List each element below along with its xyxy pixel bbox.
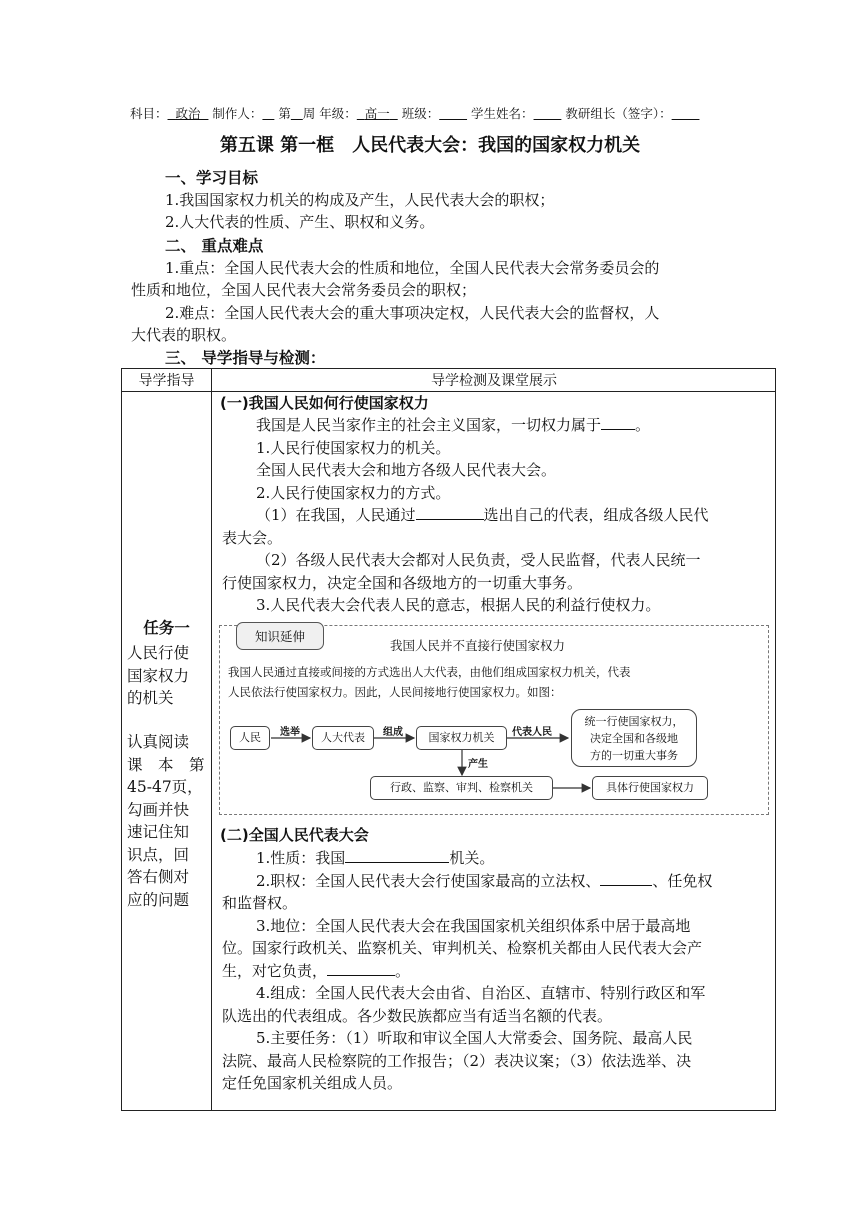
- class-label: 班级：: [401, 106, 440, 121]
- node-people: 人民: [230, 726, 270, 750]
- subject-label: 科目：: [130, 106, 168, 121]
- part1-item2b-l2: 行使国家权力，决定全国和各级地方的一切重大事务。: [222, 574, 583, 592]
- extension-text-line: 我国人民通过直接或间接的方式选出人大代表，由他们组成国家权力机关，代表: [228, 665, 631, 679]
- answer-blank[interactable]: [600, 871, 652, 886]
- subject-value: 政治: [175, 106, 201, 121]
- task-name-line: 的机关: [127, 689, 174, 707]
- leader-label: 教研组长（签字）：: [565, 106, 672, 121]
- part2-status-l2: 位。国家行政机关、监察机关、审判机关、检察机关都由人民代表大会产: [222, 939, 703, 957]
- node-result: 统一行使国家权力， 决定全国和各级地 方的一切重大事务: [571, 709, 697, 767]
- part2-task-l3: 定任免国家机关组成人员。: [222, 1074, 403, 1092]
- part2-power-l2: 和监督权。: [222, 894, 298, 912]
- task-instr-line: 速记住知: [127, 823, 190, 841]
- part2-status-l3: 生，对它负责， 。: [222, 962, 411, 980]
- part2-task-l1: 5.主要任务：（1）听取和审议全国人大常委会、国务院、最高人民: [256, 1029, 693, 1047]
- goals-heading: 一、学习目标: [165, 169, 259, 187]
- task-instr-line: 认真阅读: [127, 733, 190, 751]
- part1-item1-body: 全国人民代表大会和地方各级人民代表大会。: [256, 461, 557, 479]
- part2-power: 2.职权：全国人民代表大会行使国家最高的立法权、 、任免权: [256, 872, 713, 890]
- part2-nature: 1.性质：我国 机关。: [256, 849, 495, 867]
- grade-value: 高一: [364, 106, 390, 121]
- guide-heading: 三、 导学指导与检测：: [165, 349, 326, 367]
- task-instr-line: 答右侧对: [127, 868, 190, 886]
- part2-task-l2: 法院、最高人民检察院的工作报告；（2）表决议案；（3）依法选举、决: [222, 1052, 692, 1070]
- extension-title: 我国人民并不直接行使国家权力: [390, 638, 566, 653]
- edge-label-represent: 代表人民: [512, 727, 552, 738]
- task-instr-line: 识点，回: [127, 845, 190, 864]
- week-suffix: 周: [302, 106, 316, 121]
- part1-item3: 3.人民代表大会代表人民的意志，根据人民的利益行使权力。: [256, 596, 661, 614]
- node-power-organ: 国家权力机关: [416, 726, 507, 750]
- goal-item-1: 1.我国国家权力机关的构成及产生，人民代表大会的职权；: [165, 191, 555, 209]
- part1-item2a-l2: 表大会。: [222, 529, 283, 547]
- part1-item1: 1.人民行使国家权力的机关。: [256, 439, 451, 457]
- answer-blank[interactable]: [327, 961, 395, 976]
- col2-header: 导学检测及课堂展示: [431, 373, 557, 389]
- task-instr-line: 课 本 第: [127, 755, 205, 774]
- key-point-line-1: 1.重点：全国人民代表大会的性质和地位，全国人民代表大会常务委员会的: [165, 259, 660, 277]
- node-concrete-power: 具体行使国家权力: [592, 776, 708, 800]
- part1-heading: (一)我国人民如何行使国家权力: [220, 394, 429, 412]
- task-title: 任务一: [143, 619, 190, 637]
- week-label: 第: [278, 106, 291, 121]
- part1-line1: 我国是人民当家作主的社会主义国家，一切权力属于 。: [256, 416, 651, 434]
- edge-label-form: 组成: [383, 727, 403, 738]
- task-name-line: 人民行使: [127, 644, 190, 662]
- part2-comp-l1: 4.组成：全国人民代表大会由省、自治区、直辖市、特别行政区和军: [256, 984, 706, 1002]
- key-point-line-2: 性质和地位，全国人民代表大会常务委员会的职权；: [131, 281, 477, 299]
- goal-item-2: 2.人大代表的性质、产生、职权和义务。: [165, 213, 435, 231]
- node-other-organs: 行政、监察、审判、检察机关: [370, 776, 553, 800]
- col1-header: 导学指导: [138, 373, 195, 389]
- answer-blank[interactable]: [345, 848, 449, 863]
- edge-label-produce: 产生: [468, 759, 488, 770]
- part2-status-l1: 3.地位：全国人民代表大会在我国国家机关组织体系中居于最高地: [256, 917, 691, 935]
- part2-comp-l2: 队选出的代表组成。各少数民族都应当有适当名额的代表。: [222, 1007, 613, 1025]
- grade-label: 年级：: [319, 106, 357, 121]
- difficult-line-2: 大代表的职权。: [131, 326, 237, 344]
- task-instr-line: 45-47页，: [127, 778, 203, 796]
- lesson-title: 第五课 第一框 人民代表大会：我国的国家权力机关: [219, 135, 641, 156]
- task-name-line: 国家权力: [127, 666, 190, 685]
- student-label: 学生姓名：: [471, 106, 534, 121]
- difficult-line-1: 2.难点：全国人民代表大会的重大事项决定权，人民代表大会的监督权，人: [165, 304, 660, 322]
- extension-badge: 知识延伸: [236, 622, 324, 650]
- key-heading: 二、 重点难点: [165, 237, 264, 255]
- task-instr-line: 勾画并快: [127, 800, 190, 819]
- extension-text-line: 人民依法行使国家权力。因此，人民间接地行使国家权力。如图：: [228, 685, 562, 699]
- part1-item2b-l1: （2）各级人民代表大会都对人民负责，受人民监督，代表人民统一: [256, 551, 701, 569]
- task-instr-line: 应的问题: [127, 890, 190, 909]
- part2-heading: (二)全国人民代表大会: [220, 826, 369, 844]
- edge-label-elect: 选举: [280, 727, 300, 738]
- node-deputies: 人大代表: [312, 726, 374, 750]
- part1-item2: 2.人民行使国家权力的方式。: [256, 484, 451, 502]
- maker-label: 制作人：: [212, 106, 263, 121]
- part1-item2a: （1）在我国，人民通过 选出自己的代表，组成各级人民代: [256, 506, 709, 524]
